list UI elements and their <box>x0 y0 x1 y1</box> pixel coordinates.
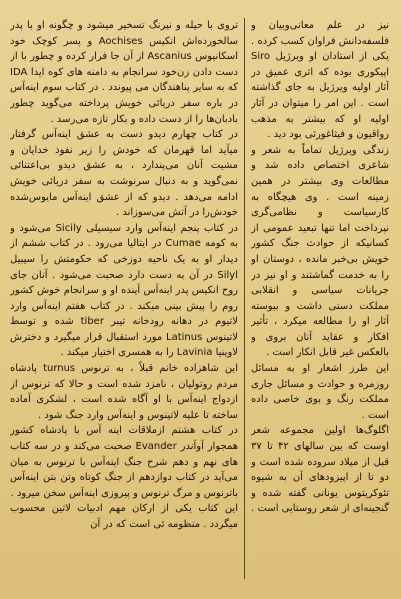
paragraph: تروی با حیله و نیرنگ تسخیر میشود و چگونه او با پدر سالخورده‌اش انکیس Aochises و پسر کوچک خود اسکانیوس Ascanius از آن جا فرار کرده و چطور با از دست دادن زن‌خود سرانجام به دامنه های کوه ایدا IDA که به سایر پناهندگان می پیوندد . در کتاب سوم اینه‌آس در باره سفر دریائی خویش پرداخته می‌گوید چطور بادبان‌ها را از دست داده و بکار تازه می‌رسد . <box>10 20 238 125</box>
paragraph: نیز در علم معانی‌وبیان و فلسفه‌دانش فراوان کسب کرده . یکی از استادان او ویرژیل Siro اپیکوری بوده که اثری عمیق در آثار اولیه ویرژیل به جای گذاشته است . این امر را میتوان در آثار اولیه او که بیشتر به مذهب رواقیون و فیثاغورثی بود دید . <box>251 20 389 141</box>
paragraph: در کتاب پنجم اینه‌آس وارد سیسیلی Sicily می‌شود و به کومه Cumae در ایتالیا می‌رود . در کتاب ششم از دیدار او به یک ناحیه دوزخی که حکومتش را سیبیل Silyl در آن به دست دارد صحبت می‌شود . آنان جای روح انکیس پدر اینه‌آس آینده او و سرانجام خوش کشور روم را پیش بینی میکند . در کتاب هفتم اینه‌آس وارد لاتیوم در دهانه رود‌خانه تیبر tiber شده و توسط لاتینوس Latinus مورد استقبال قرار میگیرد و دخترش لاوینیا Lavinia را به همسری اختیار میکند . <box>10 222 238 359</box>
paragraph: در کتاب هشتم ازملاقات اینه آس با پادشاه کشور همجوار آوآندر Evander صحبت می‌کند و در سه کتاب های نهم و دهم شرح جنگ اینه‌آس با ترنوس به میان می‌آید در کتاب دوازدهم از جنگ کوتاه وتن بتن اینه‌آس باترنوس و مرگ ترنوس و پیروزی اینه‌آس سخن میرود . <box>10 425 238 499</box>
right-text-column <box>251 18 389 585</box>
column-divider <box>244 18 245 579</box>
paragraph: اگلوگ‌ها اولین مجموعه شعر اوست که بین سالهای ۴۲ تا ۳۷ قبل از میلاد سروده شده است و دو تا از اپیزودهای آن به شیوه تئوکریتوس یونانی گفته شده و گنجینه‌ای از شعر روستایی است . <box>251 425 389 515</box>
paragraph: زندگی ویرژیل تماماً به شعر و شاعری اختصاص داده شد و مطالعات وی بیشتر در همین زمینه است . وی هیچگاه به کارسیاست و نظامی‌گری نپرداخت اما تنها تبعید عمومی از کسانیکه از حوادث جنگ کشور خویش بی‌خبر مانده ، دوستان او را به خدمت گماشتند و او نیز در جریانات سیاسی و انقلابی مملکت دستی داشت و بیوسته آثار او را مطالعه میکرد ، تأثیر افکار و عقاید آنان بروی و بالعکس غیر قابل انکار است . <box>251 144 389 359</box>
paragraph: در کتاب چهارم دیدو دست به عشق اینه‌آس گرفتار میآید اما قهرمان که خودش را زیر نفوذ خدایان و مشیت آنان می‌پندارد ، به عشق دیدو بی‌اعتنائی نمی‌گوید و به دنبال سرنوشت به سفر دریائی خویش ادامه می‌دهد . دیدو که از عشق اینه‌آس مایوس‌شده خودش‌را در آتش می‌سوزاند . <box>10 129 238 219</box>
paragraph: این شاهزاده خانم قبلاً ، به ترنوس turnus پادشاه مردم روتولیان ، نامزد شده است و حالا که ترنوس از ازدواج اینه‌آس با او آگاه شده است ، لشکری آماده ساخته تا علیه لاتینوس و اینه‌آس وارد جنگ شود . <box>10 363 238 421</box>
paragraph: این طرز اشعار او به مسائل روزمره و حوادث و مسائل جاری مملکت رنگ و بوی خاصی داده است . <box>251 363 389 421</box>
paragraph: این کتاب یکی از ارکان مهم ادبیات لاتین محسوب میگردد . منظومه ئی است که در آن <box>10 503 238 530</box>
left-text-column <box>10 18 238 585</box>
